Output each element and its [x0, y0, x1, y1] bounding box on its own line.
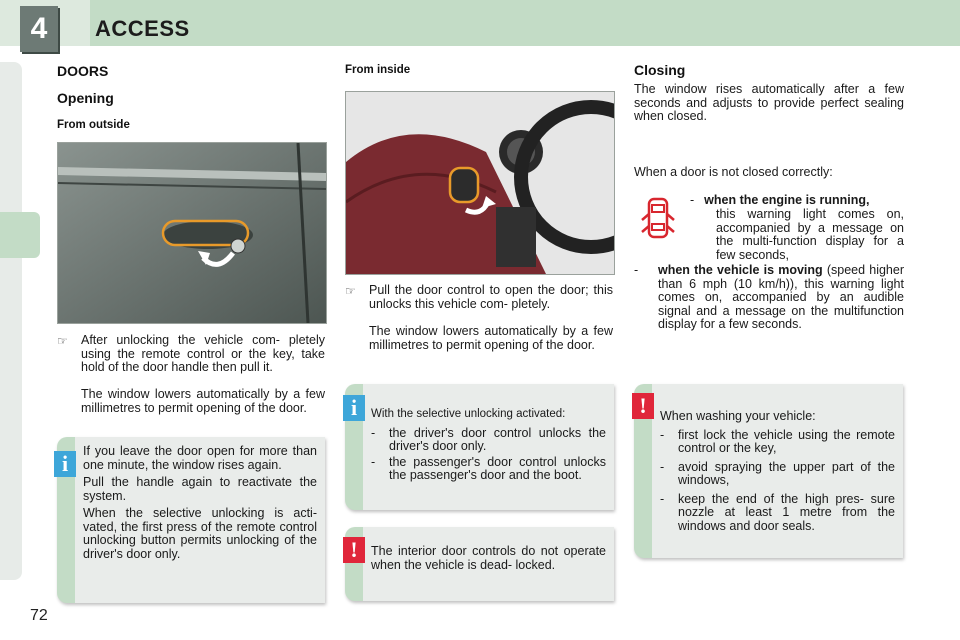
warning-engine-running: - when the engine is running, — [690, 193, 870, 207]
dash: - — [634, 263, 639, 277]
heading-from-inside: From inside — [345, 64, 411, 76]
info-box-selective-unlocking — [345, 384, 614, 510]
sidebar-chapter-tab — [0, 212, 40, 258]
inside-instruction: Pull the door control to open the door; this unlocks this vehicle com- pletely. — [369, 283, 613, 311]
heading-from-outside: From outside — [57, 119, 130, 131]
info-icon: i — [54, 451, 76, 477]
warning-vehicle-moving: when the vehicle is moving (speed higher than 6 mph (10 km/h)), this warning light comes on, accompanied by an audible signal and a message on the multifunction display for a few seconds. — [658, 263, 904, 331]
interior-door-photo — [345, 91, 615, 275]
page-title: ACCESS — [95, 16, 190, 41]
info-text-3: When the selective unlocking is acti- vated, the first press of the remote control unlocking button permits unlocking of the driver's door only. — [83, 506, 317, 561]
warning-icon-2: ! — [632, 393, 654, 419]
warning-box-deadlocked — [345, 527, 614, 601]
warning-box-washing — [634, 384, 903, 558]
info-icon-2: i — [343, 395, 365, 421]
car-doors-open-icon — [640, 196, 676, 240]
sidebar — [0, 62, 22, 580]
door-exterior-illustration — [58, 143, 326, 323]
page-number: 72 — [30, 607, 48, 624]
outside-window-note: The window lowers automatically by a few millimetres to permit opening of the door. — [81, 387, 325, 415]
subheading-opening: Opening — [57, 90, 114, 106]
door-interior-illustration — [346, 92, 614, 274]
info-text-1: If you leave the door open for more than one minute, the window rises again. — [83, 444, 317, 472]
warning-text-deadlocked: The interior door controls do not operate when the vehicle is dead- locked. — [371, 544, 606, 572]
door-not-closed-intro: When a door is not closed correctly: — [634, 165, 833, 179]
closing-description: The window rises automatically after a few seconds and adjusts to provide perfect sealing when closed. — [634, 82, 904, 123]
chapter-number: 4 — [20, 6, 58, 52]
info-text-2: Pull the handle again to reactivate the system. — [83, 475, 317, 503]
info-box-outside-content — [83, 445, 317, 561]
info-box-outside — [57, 437, 325, 603]
inside-window-note: The window lowers automatically by a few millimetres to permit opening of the door. — [369, 324, 613, 352]
outside-instruction: After unlocking the vehicle com- pletely using the remote control or the key, take hold of the door handle then pull it. — [81, 333, 325, 374]
door-handle-photo — [57, 142, 327, 324]
washing-title: When washing your vehicle: — [660, 409, 816, 423]
info-box-selective-title: With the selective unlocking activated: — [371, 408, 566, 420]
info-box-selective-content — [371, 408, 606, 485]
bullet-hand-icon-2: ☞ — [345, 284, 356, 298]
heading-closing: Closing — [634, 62, 686, 78]
bullet-hand-icon: ☞ — [57, 334, 68, 348]
section-heading-doors: DOORS — [57, 63, 109, 79]
list-item: - the driver's door control unlocks the driver's door only. — [371, 425, 606, 453]
warning-engine-running-text: this warning light comes on, accompanied by a message on the multi-function display for a few seconds, — [716, 207, 904, 262]
warning-icon: ! — [343, 537, 365, 563]
list-item: - first lock the vehicle using the remote control or the key, — [660, 427, 895, 455]
warning-box-washing-content — [660, 410, 895, 535]
list-item: - avoid spraying the upper part of the windows, — [660, 459, 895, 487]
list-item: - keep the end of the high pres- sure nozzle at least 1 metre from the windows and door seals. — [660, 491, 895, 533]
list-item: - the passenger's door control unlocks the passenger's door and the boot. — [371, 454, 606, 482]
